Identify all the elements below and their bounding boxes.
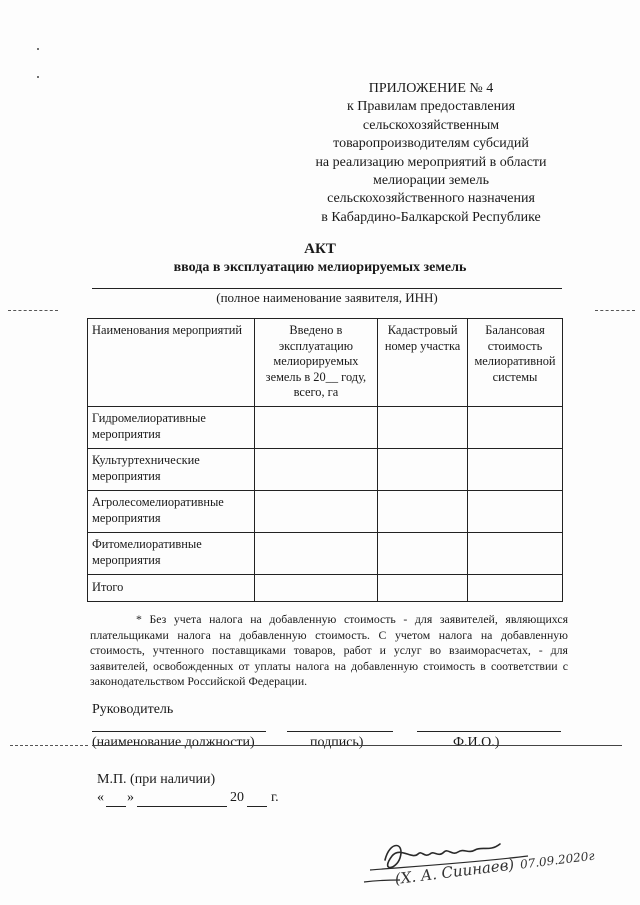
position-line[interactable] <box>92 731 266 732</box>
stamp-label: М.П. (при наличии) <box>97 772 216 787</box>
appendix-line: сельскохозяйственного назначения <box>327 191 535 207</box>
table-row <box>88 533 563 575</box>
footnote-line: законодательством Российской Федерации. <box>90 674 308 689</box>
margin-mark <box>595 310 635 311</box>
cell[interactable] <box>378 575 468 602</box>
appendix-line: мелиорации земель <box>373 173 489 189</box>
strike-line <box>92 745 622 746</box>
date-open-quote: « <box>97 790 104 805</box>
cell[interactable] <box>468 449 563 491</box>
scan-speck <box>37 48 39 50</box>
header-cell: Кадастровый номер участка <box>378 319 468 407</box>
cell[interactable] <box>254 449 378 491</box>
footnote-line: * Без учета налога на добавленную стоимость - для заявителей, являющихся <box>136 612 568 626</box>
table-row <box>88 575 563 602</box>
year-prefix: 20 <box>230 790 244 805</box>
cell[interactable] <box>468 575 563 602</box>
signature-caption: подпись) <box>310 735 364 750</box>
cell[interactable] <box>468 533 563 575</box>
header-cell: Введено в эксплуатацию мелиорируемых земель в 20__ году, всего, га <box>254 319 378 407</box>
handwritten-name: (Х. А. Сиинаев) <box>393 855 516 888</box>
margin-mark <box>10 745 88 746</box>
footnote-line: стоимость, учтенного поставщиками товаров, работ и услуг во взаиморасчетах, - для <box>90 643 568 658</box>
row-label: Гидромелиоративные мероприятия <box>88 407 255 449</box>
cell[interactable] <box>378 449 468 491</box>
table-row <box>88 449 563 491</box>
appendix-line: в Кабардино-Балкарской Республике <box>321 209 541 225</box>
header-cell: Балансовая стоимость мелиоративной системы <box>468 319 563 407</box>
table-row <box>88 407 563 449</box>
name-caption: Ф.И.О.) <box>453 735 500 750</box>
footnote-line: заявителей, освобожденных от уплаты налога на добавленную стоимость в соответствии с <box>90 658 568 673</box>
cell[interactable] <box>254 407 378 449</box>
cell[interactable] <box>254 533 378 575</box>
date-close-quote: » <box>127 790 134 805</box>
head-label: Руководитель <box>92 702 174 717</box>
land-table <box>87 318 563 602</box>
row-label: Агролесомелиоративные мероприятия <box>88 491 255 533</box>
month-field[interactable] <box>137 806 227 807</box>
cell[interactable] <box>378 407 468 449</box>
appendix-line: сельскохозяйственным <box>362 117 500 133</box>
appendix-line: к Правилам предоставления <box>346 99 516 115</box>
cell[interactable] <box>254 491 378 533</box>
name-line[interactable] <box>417 731 561 732</box>
row-label: Культуртехнические мероприятия <box>88 449 255 491</box>
header-cell: Наименования мероприятий <box>88 319 255 407</box>
position-caption: (наименование должности) <box>92 735 255 750</box>
document-subtitle: ввода в эксплуатацию мелиорируемых земель <box>173 260 467 275</box>
day-field[interactable] <box>106 806 126 807</box>
footnote-line: плательщиками налога на добавленную стоимость. С учетом налога на добавленную <box>90 627 568 642</box>
cell[interactable] <box>254 575 378 602</box>
year-suffix: г. <box>271 790 279 805</box>
handwritten-date: 07.09.2020г <box>519 848 596 872</box>
table-row <box>88 491 563 533</box>
footnote <box>90 612 568 690</box>
cell[interactable] <box>378 533 468 575</box>
cell[interactable] <box>468 491 563 533</box>
row-label: Итого <box>88 575 255 602</box>
cell[interactable] <box>468 407 563 449</box>
applicant-caption: (полное наименование заявителя, ИНН) <box>216 290 438 305</box>
applicant-line <box>92 288 562 289</box>
document-title: АКТ <box>304 241 336 257</box>
appendix-line: ПРИЛОЖЕНИЕ № 4 <box>368 81 494 96</box>
scan-speck <box>37 76 39 78</box>
cell[interactable] <box>378 491 468 533</box>
signature-line[interactable] <box>287 731 393 732</box>
appendix-line: товаропроизводителям субсидий <box>333 136 529 152</box>
year-field[interactable] <box>247 806 267 807</box>
appendix-header <box>300 80 562 227</box>
margin-mark <box>8 310 58 311</box>
row-label: Фитомелиоративные мероприятия <box>88 533 255 575</box>
appendix-line: на реализацию мероприятий в области <box>315 154 547 170</box>
